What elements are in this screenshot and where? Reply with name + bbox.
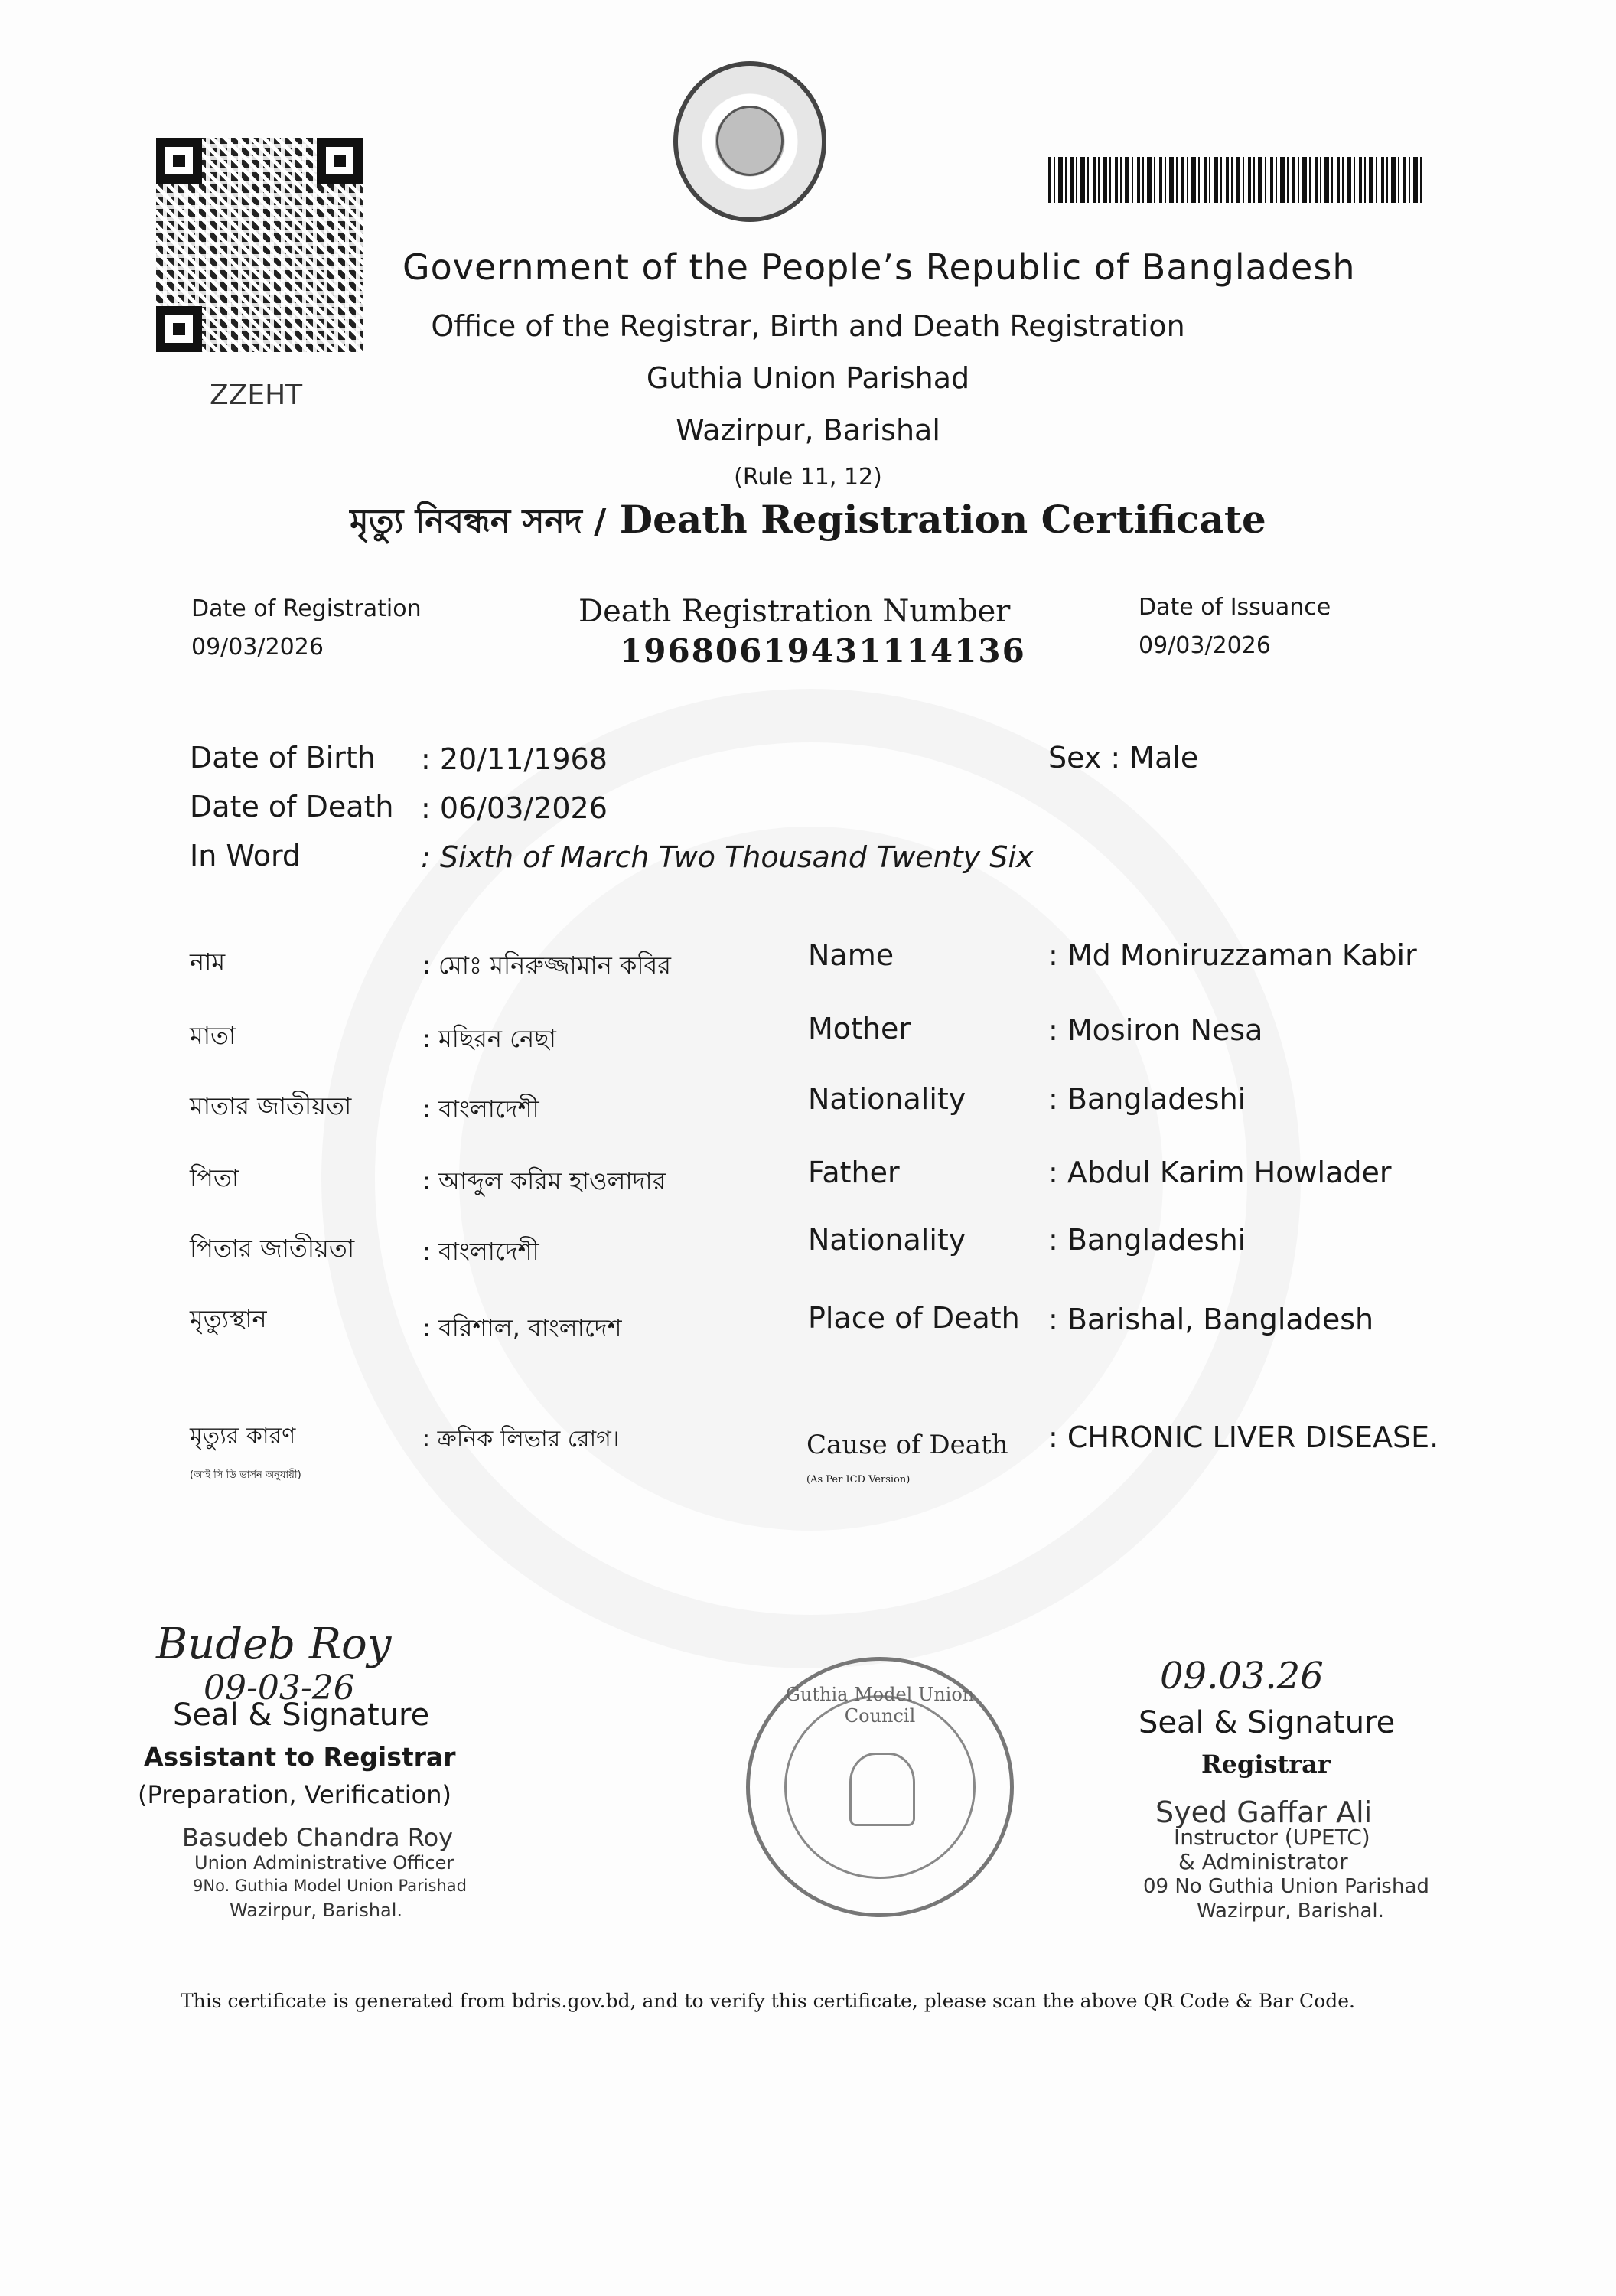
left-seal-label: Seal & Signature <box>173 1698 430 1733</box>
cause-bn-label: মৃত্যুর কারণ <box>190 1423 296 1450</box>
left-stamp-line2: 9No. Guthia Model Union Parishad <box>193 1877 467 1895</box>
barcode <box>1048 157 1423 203</box>
union-name: Guthia Union Parishad <box>646 361 970 395</box>
left-stamp-name: Basudeb Chandra Roy <box>182 1823 454 1852</box>
government-emblem-icon <box>673 61 826 222</box>
registration-number-label: Death Registration Number <box>578 594 1011 629</box>
detail-bn-value-place-of-death: : বরিশাল, বাংলাদেশ <box>422 1313 622 1342</box>
right-seal-label: Seal & Signature <box>1139 1705 1396 1740</box>
dod-value: : 06/03/2026 <box>421 791 608 825</box>
footer-note: This certificate is generated from bdris.gov.bd, and to verify this certificate, please scan the above QR Code & Bar Code. <box>181 1990 1355 2012</box>
detail-bn-value-father: : আব্দুল করিম হাওলাদার <box>422 1166 666 1195</box>
cause-en-label: Cause of Death <box>806 1430 1008 1460</box>
detail-en-value-mother-nationality: : Bangladeshi <box>1048 1082 1246 1116</box>
detail-bn-label-mother-nationality: মাতার জাতীয়তা <box>190 1091 352 1120</box>
left-stamp-line1: Union Administrative Officer <box>194 1852 454 1874</box>
detail-en-label-father-nationality: Nationality <box>808 1223 966 1257</box>
right-stamp-line1: Instructor (UPETC) <box>1174 1825 1370 1850</box>
government-title: Government of the People’s Republic of Bangladesh <box>402 246 1356 288</box>
right-stamp-name: Syed Gaffar Ali <box>1155 1795 1373 1829</box>
location-name: Wazirpur, Barishal <box>676 413 940 447</box>
detail-bn-label-father-nationality: পিতার জাতীয়তা <box>190 1234 355 1263</box>
date-of-registration-value: 09/03/2026 <box>191 634 324 660</box>
detail-bn-label-mother: মাতা <box>190 1021 236 1050</box>
detail-bn-label-name: নাম <box>190 947 226 977</box>
detail-bn-value-mother-nationality: : বাংলাদেশী <box>422 1094 539 1124</box>
right-handwritten-date: 09.03.26 <box>1160 1655 1324 1698</box>
qr-finder-top-right <box>317 138 363 184</box>
detail-en-value-father: : Abdul Karim Howlader <box>1048 1156 1392 1189</box>
right-stamp-line3: 09 No Guthia Union Parishad <box>1143 1875 1429 1898</box>
registration-number-value: 19680619431114136 <box>620 632 1026 670</box>
detail-en-value-mother: : Mosiron Nesa <box>1048 1013 1263 1047</box>
date-of-issuance-value: 09/03/2026 <box>1139 632 1271 659</box>
detail-bn-label-father: পিতা <box>190 1163 239 1192</box>
union-council-seal <box>746 1657 1014 1917</box>
detail-bn-value-name: : মোঃ মনিরুজ্জামান কবির <box>422 951 671 980</box>
left-duty: (Preparation, Verification) <box>138 1780 451 1809</box>
detail-en-label-place-of-death: Place of Death <box>808 1301 1020 1335</box>
dob-value: : 20/11/1968 <box>421 742 608 776</box>
cause-en-note: (As Per ICD Version) <box>806 1474 911 1486</box>
certificate-title <box>0 496 1616 552</box>
left-handwritten-date: 09-03-26 <box>204 1668 355 1707</box>
date-of-issuance-label: Date of Issuance <box>1139 594 1331 621</box>
detail-en-value-place-of-death: : Barishal, Bangladesh <box>1048 1303 1374 1336</box>
detail-bn-value-mother: : মছিরন নেছা <box>422 1024 556 1053</box>
detail-en-value-name: : Md Moniruzzaman Kabir <box>1048 938 1417 972</box>
cause-en-value: : CHRONIC LIVER DISEASE. <box>1048 1420 1439 1454</box>
cause-bn-value: : ক্রনিক লিভার রোগ। <box>422 1426 620 1453</box>
detail-en-value-father-nationality: : Bangladeshi <box>1048 1223 1246 1257</box>
certificate-title-bn: মৃত্যু নিবন্ধন সনদ / <box>350 502 607 541</box>
qr-finder-top-left <box>156 138 202 184</box>
qr-code-text: ZZEHT <box>210 380 303 411</box>
detail-bn-label-place-of-death: মৃত্যুস্থান <box>190 1304 267 1333</box>
left-handwritten-signature: Budeb Roy <box>156 1619 392 1669</box>
detail-en-label-name: Name <box>808 938 894 972</box>
dod-label: Date of Death <box>190 790 394 823</box>
dob-label: Date of Birth <box>190 741 376 775</box>
certificate-title-en: Death Registration Certificate <box>619 497 1266 542</box>
right-stamp-line2: & Administrator <box>1178 1849 1348 1874</box>
date-of-registration-label: Date of Registration <box>191 595 422 622</box>
in-word-label: In Word <box>190 839 301 872</box>
left-role: Assistant to Registrar <box>144 1742 456 1772</box>
office-title: Office of the Registrar, Birth and Death Registration <box>431 309 1185 343</box>
left-stamp-line3: Wazirpur, Barishal. <box>230 1900 403 1921</box>
in-word-value: : Sixth of March Two Thousand Twenty Six <box>421 840 1034 874</box>
sex-value: Sex : Male <box>1048 741 1199 775</box>
right-stamp-line4: Wazirpur, Barishal. <box>1197 1900 1384 1923</box>
seal-emblem-icon <box>849 1753 915 1826</box>
detail-en-label-mother-nationality: Nationality <box>808 1082 966 1116</box>
union-council-seal-text: Guthia Model Union Council <box>785 1684 975 1727</box>
emblem-map-icon <box>716 106 784 176</box>
detail-en-label-mother: Mother <box>808 1012 911 1045</box>
right-role: Registrar <box>1201 1750 1331 1779</box>
detail-en-label-father: Father <box>808 1156 900 1189</box>
detail-bn-value-father-nationality: : বাংলাদেশী <box>422 1237 539 1266</box>
cause-bn-note: (আই সি ডি ভার্সন অনুযায়ী) <box>190 1469 301 1481</box>
rule-reference: (Rule 11, 12) <box>734 464 882 491</box>
